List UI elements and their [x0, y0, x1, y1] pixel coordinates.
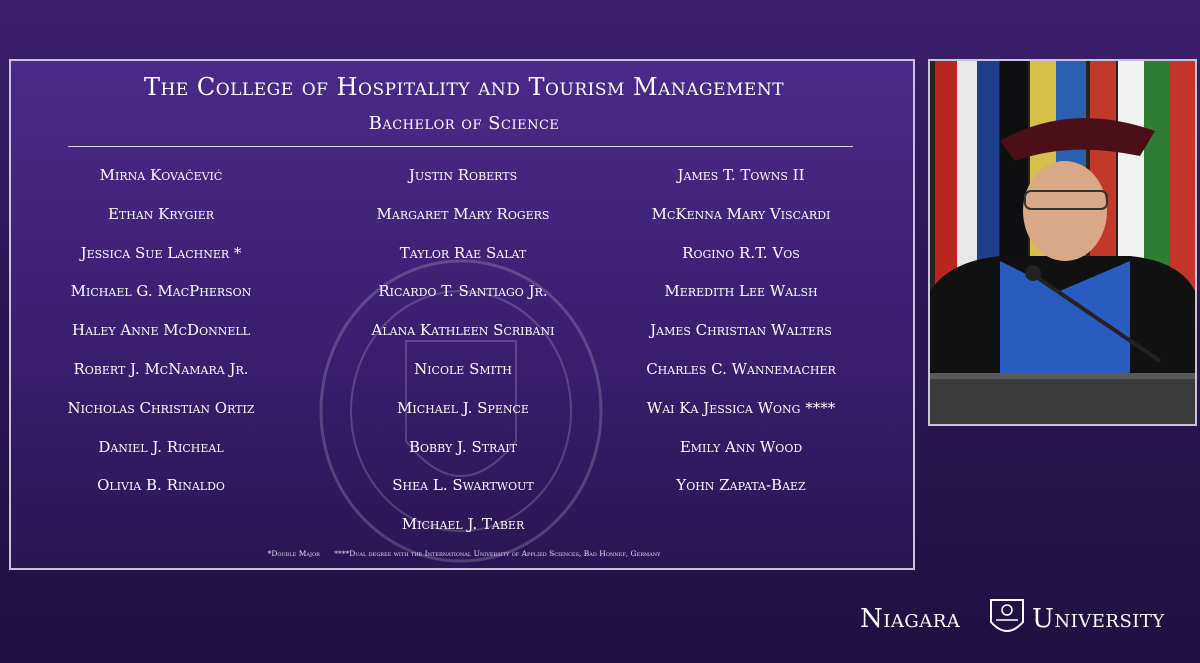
graduate-name: Nicholas Christian Ortiz	[67, 398, 255, 417]
page-title: The College of Hospitality and Tourism Management	[143, 73, 785, 101]
names-column-3	[591, 161, 891, 510]
graduate-name: Jessica Sue Lachner *	[80, 243, 242, 262]
speaker-video-icon	[930, 61, 1195, 424]
graduate-name: Rogino R.T. Vos	[682, 243, 800, 262]
graduate-name: Ethan Krygier	[107, 204, 215, 223]
graduate-name: Meredith Lee Walsh	[664, 282, 818, 301]
graduate-name: Shea L. Swartwout	[392, 476, 534, 495]
graduate-name: Nicole Smith	[414, 359, 512, 378]
graduate-name: Bobby J. Strait	[409, 437, 517, 456]
slide-panel	[9, 59, 915, 570]
graduate-name: Olivia B. Rinaldo	[97, 476, 225, 495]
graduate-name: Yohn Zapata-Baez	[676, 476, 806, 495]
graduate-name: James T. Towns II	[677, 166, 805, 184]
names-column-2	[313, 161, 613, 549]
graduate-name: Alana Kathleen Scribani	[371, 321, 555, 340]
university-crest-icon	[986, 594, 1028, 642]
speaker-video	[928, 59, 1197, 426]
logo-word-niagara: Niagara	[860, 604, 961, 634]
graduate-name: Ricardo T. Santiago Jr.	[378, 282, 548, 301]
divider	[68, 146, 853, 147]
graduate-name: James Christian Walters	[650, 321, 832, 340]
graduate-name: Michael J. Taber	[401, 515, 525, 534]
graduate-name: Haley Anne McDonnell	[72, 321, 250, 340]
footnote-double-major: *Double Major	[267, 549, 320, 558]
graduate-name: Michael J. Spence	[397, 398, 529, 417]
graduate-name: Wai Ka Jessica Wong ****	[646, 398, 836, 417]
footnote	[11, 549, 917, 558]
graduate-name: Margaret Mary Rogers	[376, 204, 550, 223]
graduate-name: Daniel J. Richeal	[98, 437, 224, 456]
names-column-1	[11, 161, 311, 510]
graduate-name: Justin Roberts	[408, 166, 518, 184]
graduate-name: Taylor Rae Salat	[399, 243, 527, 262]
graduate-name: McKenna Mary Viscardi	[651, 204, 831, 223]
logo-word-university: University	[1032, 604, 1165, 634]
degree-subtitle: Bachelor of Science	[368, 113, 560, 134]
graduate-name: Charles C. Wannemacher	[646, 359, 836, 378]
footnote-dual-degree: ****Dual degree with the International University of Applied Sciences, Bad Honnef, Germany	[334, 549, 661, 558]
university-logo	[860, 594, 1190, 644]
graduate-name: Robert J. McNamara Jr.	[73, 359, 249, 378]
graduate-name: Mirna Kovačević	[99, 166, 223, 184]
graduate-name: Emily Ann Wood	[679, 437, 803, 456]
graduate-name: Michael G. MacPherson	[70, 282, 252, 301]
